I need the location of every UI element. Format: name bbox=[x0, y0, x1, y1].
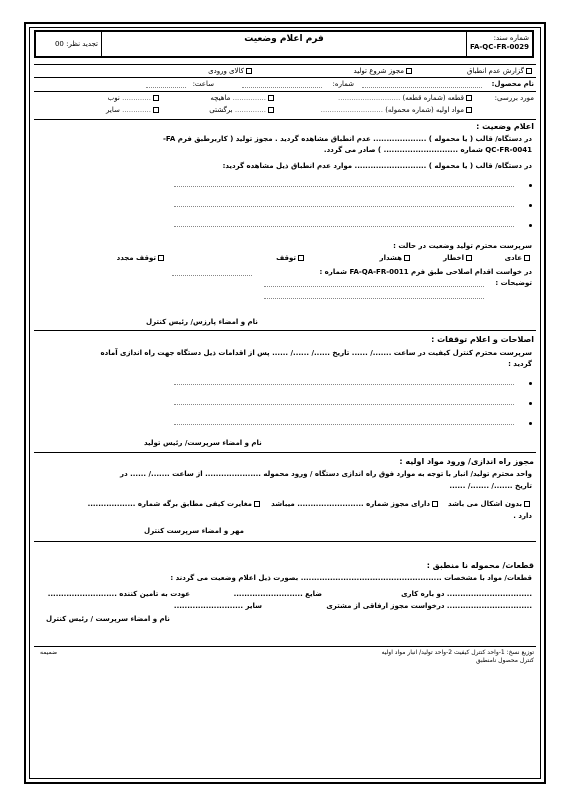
checkbox-quality-deviation[interactable]: مغایرت کیفی مطابق برگه شماره .................. bbox=[88, 500, 262, 509]
bullet-icon bbox=[529, 382, 532, 385]
correction-line-3[interactable] bbox=[174, 424, 514, 425]
bullet-icon bbox=[529, 402, 532, 405]
divider bbox=[34, 541, 536, 542]
correction-line-2[interactable] bbox=[174, 404, 514, 405]
checkbox-no-problem[interactable]: بدون اشکال می باشد bbox=[448, 500, 532, 509]
status-line-2: QC-FR-0041 شماره ............................ ) صادر می گردد. bbox=[323, 146, 532, 154]
customer-concession-field[interactable]: ................................ درخواست مجوز ارفاقی از مشتری bbox=[326, 602, 532, 610]
status-signature: نام و امضاء پارزس/ رئیس کنترل bbox=[146, 318, 258, 326]
form-number-cell bbox=[466, 32, 532, 56]
attachment-label: ضمیمه bbox=[40, 649, 58, 656]
checkbox-icon bbox=[524, 501, 530, 507]
form-title: فرم اعلام وضعیت bbox=[244, 34, 324, 44]
checkbox-raw-material[interactable]: مواد اولیه (شماره محموله) ............................ bbox=[321, 106, 474, 115]
permit-line-4: دارد . bbox=[513, 512, 532, 520]
bullet-icon bbox=[529, 422, 532, 425]
bullet-icon bbox=[529, 204, 532, 207]
status-line-3: در دستگاه/ قالب ( یا محموله ) ........................... موارد عدم انطباق ذیل مشاهده گردید: bbox=[222, 162, 532, 170]
corrections-line-2: گردید : bbox=[508, 360, 532, 368]
correction-line-1[interactable] bbox=[174, 384, 514, 385]
observation-line-3[interactable] bbox=[174, 226, 514, 227]
time-label: ساعت: bbox=[192, 80, 214, 88]
checkbox-other[interactable]: ............. سایر bbox=[106, 106, 161, 115]
checkbox-icon bbox=[298, 255, 304, 261]
checkbox-icon bbox=[246, 68, 252, 74]
other-disposition-field[interactable]: سایر .......................... bbox=[173, 602, 262, 610]
observation-line-1[interactable] bbox=[174, 186, 514, 187]
status-line-1: در دستگاه/ قالب ( یا محموله ) .................... عدم انطباق مشاهده گردید . مجوز تولید ( کاربرطبق فرم FA- bbox=[162, 135, 532, 143]
checkbox-production-start[interactable]: مجوز شروع تولید bbox=[354, 67, 414, 76]
divider bbox=[34, 91, 536, 92]
return-supplier-field[interactable]: عودت به تامین کننده .......................... bbox=[47, 590, 190, 598]
checkbox-icon bbox=[404, 255, 410, 261]
corrections-line-1: سرپرست محترم کنترل کیفیت در ساعت ......./ ...... تاریخ ....../ ....../ ...... پس از اقدامات ذیل دستگاه جهت راه اندازی آماده bbox=[100, 349, 532, 357]
supervisor-status-label: سرپرست محترم تولید وضعیت در حالت : bbox=[393, 242, 532, 250]
bullet-icon bbox=[529, 224, 532, 227]
checkbox-icon bbox=[254, 501, 260, 507]
corrective-number-field[interactable] bbox=[172, 275, 252, 276]
status-section-title: اعلام وضعیت : bbox=[476, 122, 534, 131]
checkbox-icon bbox=[524, 255, 530, 261]
corrections-signature: نام و امضاء سرپرست/ رئیس تولید bbox=[144, 439, 262, 447]
divider bbox=[34, 452, 536, 453]
revision-label: تجدید نظر: 00 bbox=[54, 40, 98, 48]
product-name-label: نام محصول: bbox=[491, 80, 534, 88]
revision-cell bbox=[36, 32, 102, 56]
divider bbox=[34, 119, 536, 120]
distribution-note: توزیع نسخ: 1-واحد کنترل کیفیت 2-واحد تولید/ انبار مواد اولیه bbox=[381, 649, 534, 656]
permit-line-2: تاریخ ......./ ......./ ...... bbox=[449, 482, 532, 490]
form-number-label: شماره سند: bbox=[493, 34, 529, 42]
checkbox-icon bbox=[406, 68, 412, 74]
checkbox-type[interactable]: ............. نوب bbox=[108, 94, 161, 103]
checkbox-icon bbox=[268, 107, 274, 113]
time-field[interactable] bbox=[146, 87, 186, 88]
corrective-request: در خواست اقدام اصلاحی طبق فرم FA-QA-FR-0011 شماره : bbox=[319, 268, 532, 276]
checkbox-incoming-goods[interactable]: کالای ورودی bbox=[208, 67, 254, 76]
nonconforming-line-1: قطعات/ مواد با مشخصات ..................................................... بصورت ذیل اعلام وضعیت می گردند : bbox=[170, 574, 532, 582]
checkbox-icon bbox=[466, 255, 472, 261]
checkbox-icon bbox=[153, 107, 159, 113]
divider bbox=[34, 77, 536, 78]
nonconforming-signature: نام و امضاء سرپرست / رئیس کنترل bbox=[46, 615, 170, 623]
scrap-field[interactable]: ضایع .......................... bbox=[233, 590, 322, 598]
permit-section-title: مجوز راه اندازی/ ورود مواد اولیه : bbox=[399, 457, 534, 466]
divider bbox=[34, 330, 536, 331]
permit-signature: مهر و امضاء سرپرست کنترل bbox=[144, 527, 244, 535]
distribution-note-2: کنترل محصول نامنطبق bbox=[476, 657, 534, 664]
checkbox-bargashti[interactable]: .............. برگشتی bbox=[209, 106, 276, 115]
checkbox-icon bbox=[158, 255, 164, 261]
checkbox-icon bbox=[466, 95, 472, 101]
checkbox-part[interactable]: قطعه (شماره قطعه) ............................ bbox=[338, 94, 474, 103]
form-number: FA-QC-FR-0029 bbox=[470, 43, 530, 51]
observation-line-2[interactable] bbox=[174, 206, 514, 207]
product-name-field[interactable] bbox=[362, 87, 482, 88]
nonconforming-section-title: قطعات/ محموله نا منطبق : bbox=[426, 561, 534, 570]
checkbox-icon bbox=[526, 68, 532, 74]
notes-label: توضیحات : bbox=[495, 279, 532, 287]
checkbox-stop[interactable]: توقف bbox=[276, 254, 306, 263]
checkbox-mahicheh[interactable]: ............... ماهیچه bbox=[210, 94, 276, 103]
checkbox-nonconformity-report[interactable]: گزارش عدم انطباق bbox=[467, 67, 534, 76]
checkbox-alert[interactable]: اخطار bbox=[443, 254, 474, 263]
checkbox-permit-number[interactable]: دارای مجوز شماره ......................... میباشد bbox=[271, 500, 440, 509]
checkbox-normal[interactable]: عادی bbox=[505, 254, 532, 263]
checkbox-warning[interactable]: هشدار bbox=[380, 254, 412, 263]
divider bbox=[34, 646, 536, 647]
checkbox-icon bbox=[432, 501, 438, 507]
inspection-item-label: مورد بررسی: bbox=[494, 94, 534, 102]
permit-line-1: واحد محترم تولید/ انبار با توجه به موارد فوق راه اندازی دستگاه / ورود محموله ..................... از ساعت ......./ ...... در bbox=[120, 470, 532, 478]
bullet-icon bbox=[529, 184, 532, 187]
checkbox-restop[interactable]: توقف مجدد bbox=[117, 254, 166, 263]
checkbox-icon bbox=[268, 95, 274, 101]
divider bbox=[34, 64, 536, 65]
form-page bbox=[24, 22, 546, 784]
corrections-section-title: اصلاحات و اعلام توقفات : bbox=[431, 335, 534, 344]
notes-field-1[interactable] bbox=[264, 286, 484, 287]
rework-field[interactable]: ................................ دو باره کاری bbox=[401, 590, 532, 598]
number-field[interactable] bbox=[242, 87, 322, 88]
notes-field-2[interactable] bbox=[264, 298, 484, 299]
form-header bbox=[34, 30, 534, 58]
number-label: شماره: bbox=[332, 80, 354, 88]
checkbox-icon bbox=[153, 95, 159, 101]
checkbox-icon bbox=[466, 107, 472, 113]
